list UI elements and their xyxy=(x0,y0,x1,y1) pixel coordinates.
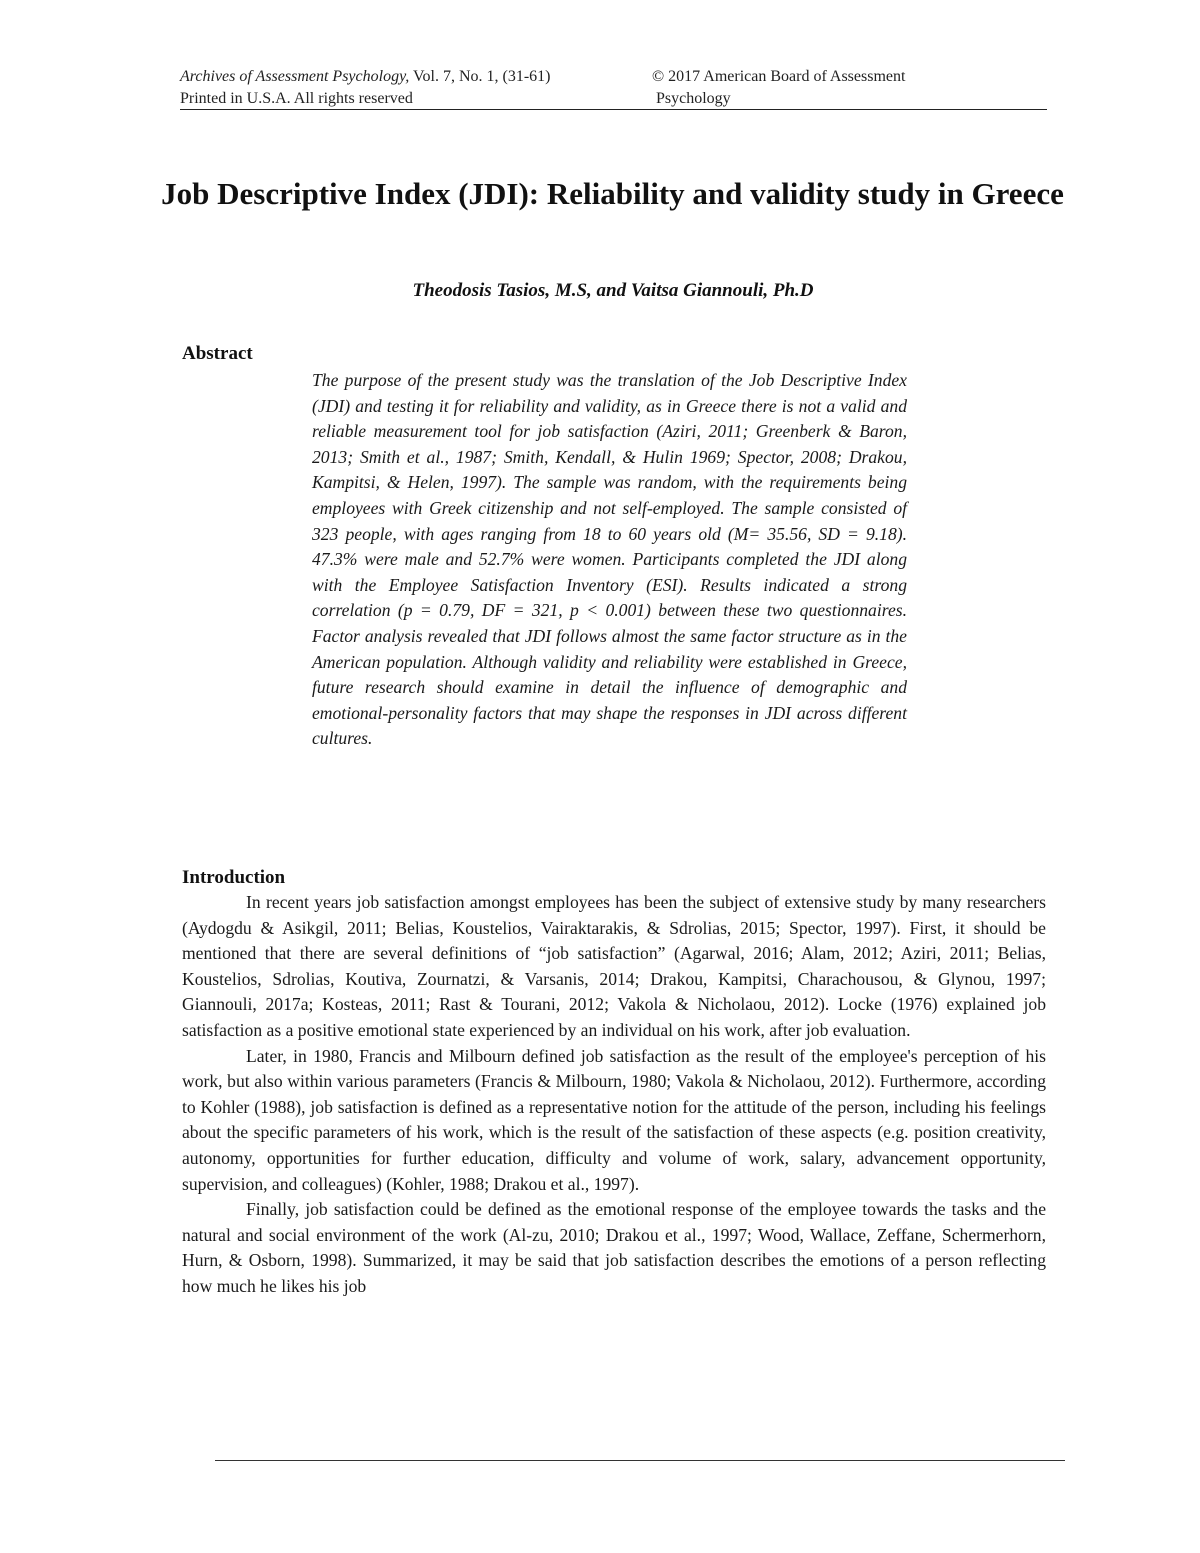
abstract-text: The purpose of the present study was the translation of the Job Descriptive Index (JDI) and testing it for reliability and validity, as in Greece there is not a valid and reliable measurement tool for job satisfaction (Aziri, 2011; Greenberk & Baron, 2013; Smith et al., 1987; Smith, Kendall, & Hulin 1969; Spector, 2008; Drakou, Kampitsi, & Helen, 1997). The sample was random, with the requirements being employees with Greek citizenship and not self-employed. The sample consisted of 323 people, with ages ranging from 18 to 60 years old (M= 35.56, SD = 9.18). 47.3% were male and 52.7% were women. Participants completed the JDI along with the Employee Satisfaction Inventory (ESI). Results indicated a strong correlation (p = 0.79, DF = 321, p < 0.001) between these two questionnaires. Factor analysis revealed that JDI follows almost the same factor structure as in the American population. Although validity and reliability were established in Greece, future research should examine in detail the influence of demographic and emotional-personality factors that may shape the responses in JDI across different cultures. xyxy=(312,370,907,749)
paper-title: Job Descriptive Index (JDI): Reliability and validity study in Greece xyxy=(161,176,1064,211)
copyright-line-1: © 2017 American Board of Assessment xyxy=(652,68,906,85)
header-rule xyxy=(180,109,1047,110)
introduction-heading: Introduction xyxy=(182,867,286,888)
copyright-notice xyxy=(652,66,1052,110)
introduction-paragraph: Later, in 1980, Francis and Milbourn defined job satisfaction as the result of the employee's perception of his work, but also within various parameters (Francis & Milbourn, 1980; Vakola & Nicholaou, 2012). Furthermore, according to Kohler (1988), job satisfaction is defined as a representative notion for the attitude of the person, including his feelings about the specific parameters of his work, which is the result of the satisfaction of these aspects (e.g. position creativity, autonomy, opportunities for further education, difficulty and volume of work, salary, advancement opportunity, supervision, and colleagues) (Kohler, 1988; Drakou et al., 1997). xyxy=(182,1045,1046,1194)
introduction-paragraph: Finally, job satisfaction could be defined as the emotional response of the employee towards the tasks and the natural and social environment of the work (Al-zu, 2010; Drakou et al., 1997; Wood, Wallace, Zeffane, Schermerhorn, Hurn, & Osborn, 1998). Summarized, it may be said that job satisfaction describes the emotions of a person reflecting how much he likes his job xyxy=(182,1199,1046,1296)
journal-citation xyxy=(180,66,650,110)
journal-name: Archives of Assessment Psychology, xyxy=(180,68,410,85)
abstract-heading: Abstract xyxy=(182,343,253,364)
author-list: Theodosis Tasios, M.S, and Vaitsa Giannouli, Ph.D xyxy=(412,280,814,301)
footer-rule xyxy=(215,1460,1065,1461)
journal-volume: Vol. 7, No. 1, (31-61) xyxy=(409,68,551,85)
printed-notice: Printed in U.S.A. All rights reserved xyxy=(180,90,413,107)
introduction-paragraph: In recent years job satisfaction amongst employees has been the subject of extensive study by many researchers (Aydogdu & Asikgil, 2011; Belias, Koustelios, Vairaktarakis, & Sdrolias, 2015; Spector, 1997). First, it should be mentioned that there are several definitions of “job satisfaction” (Agarwal, 2016; Alam, 2012; Aziri, 2011; Belias, Koustelios, Sdrolias, Koutiva, Zournatzi, & Varsanis, 2014; Drakou, Kampitsi, Charachousou, & Glynou, 1997; Giannouli, 2017a; Kosteas, 2011; Rast & Tourani, 2012; Vakola & Nicholaou, 2012). Locke (1976) explained job satisfaction as a positive emotional state experienced by an individual on his work, after job evaluation. xyxy=(182,892,1046,1040)
introduction-body xyxy=(182,890,1046,1300)
copyright-line-2: Psychology xyxy=(656,90,731,107)
